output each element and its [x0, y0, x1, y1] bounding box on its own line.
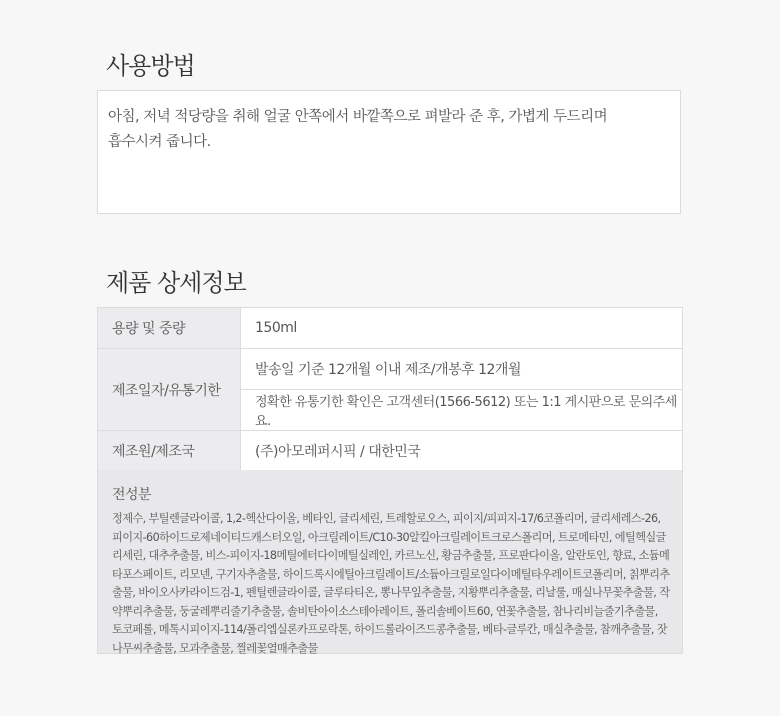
table-row-expiry [98, 349, 683, 390]
product-detail-table [97, 307, 683, 472]
row-label-volume: 용량 및 중량 [98, 308, 241, 349]
row-label-manufacturer: 제조원/제조국 [98, 431, 241, 472]
row-value-expiry-note: 정확한 유통기한 확인은 고객센터(1566-5612) 또는 1:1 게시판으로 문의주세요. [241, 390, 683, 431]
ingredients-text: 정제수, 부틸렌글라이콜, 1,2-헥산다이올, 베타인, 글리세린, 트레할로오스, 피이지/피피지-17/6코폴리머, 글리세레스-26, 피이지-60하이드로제네이티드캐스터오일, 아크릴레이트/C10-30알킬아크릴레이트크로스폴리머, 트로메타민, 에틸헥실글리세린, 대추추출물, 비스-피이지-18메틸에터다이메틸실레인, 카르노신, 황금추출물, 프로판다이올, 알란토인, 향료, 소듐메타포스페이트, 리모넨, 구기자추출물, 하이드록시에틸아크릴레이트/소듐아크릴로일다이메틸타우레이트코폴리머, 칡뿌리추출물, 바이오사카라이드검-1, 펜틸렌글라이콜, 글루타티온, 뽕나무잎추출물, 지황뿌리추출물, 리날룰, 매실나무꽃추출물, 작약뿌리추출물, 둥굴레뿌리줄기추출물, 솔비탄아이소스테아레이트, 폴리솔베이트60, 연꽃추출물, 참나리비늘줄기추출물, 토코페롤, 메톡시피이지-114/폴리엡실론카프로락톤, 하이드롤라이즈드콩추출물, 베타-글루칸, 매실추출물, 참깨추출물, 잣나무씨추출물, 모과추출물, 찔레꽃열매추출물 [112, 512, 670, 655]
row-value-expiry: 발송일 기준 12개월 이내 제조/개봉후 12개월 [241, 349, 683, 390]
row-label-expiry: 제조일자/유통기한 [98, 349, 241, 431]
table-row-volume [98, 308, 683, 349]
row-value-manufacturer: (주)아모레퍼시픽 / 대한민국 [241, 431, 683, 472]
detail-section-title: 제품 상세정보 [106, 269, 246, 297]
table-row-manufacturer [98, 431, 683, 472]
usage-description-box [97, 90, 681, 214]
ingredients-box [97, 470, 683, 654]
usage-section-title: 사용방법 [106, 52, 195, 80]
row-value-volume: 150ml [241, 308, 683, 349]
ingredients-label: 전성분 [112, 487, 152, 503]
usage-description-text: 아침, 저녁 적당량을 취해 얼굴 안쪽에서 바깥쪽으로 펴발라 준 후, 가볍게 두드리며 흡수시켜 줍니다. [108, 109, 608, 150]
